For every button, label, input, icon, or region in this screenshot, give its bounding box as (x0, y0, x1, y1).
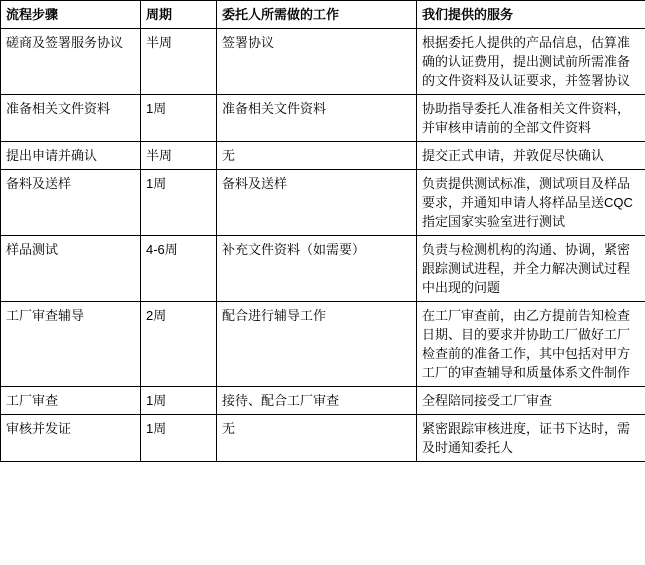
cell-client-work: 配合进行辅导工作 (217, 302, 417, 387)
cell-cycle: 1周 (141, 95, 217, 142)
column-header-cycle: 周期 (141, 1, 217, 29)
cell-step: 准备相关文件资料 (1, 95, 141, 142)
cell-client-work: 无 (217, 415, 417, 462)
cell-cycle: 2周 (141, 302, 217, 387)
cell-cycle: 半周 (141, 29, 217, 95)
column-header-our-service: 我们提供的服务 (417, 1, 645, 29)
cell-client-work: 接待、配合工厂审查 (217, 387, 417, 415)
cell-step: 提出申请并确认 (1, 142, 141, 170)
cell-step: 磋商及签署服务协议 (1, 29, 141, 95)
cell-our-service: 根据委托人提供的产品信息，估算准确的认证费用，提出测试前所需准备的文件资料及认证要求，并签署协议 (417, 29, 645, 95)
table-row (1, 302, 645, 387)
cell-our-service: 紧密跟踪审核进度，证书下达时，需及时通知委托人 (417, 415, 645, 462)
table-row (1, 415, 645, 462)
table-header-row (1, 1, 645, 29)
cell-step: 审核并发证 (1, 415, 141, 462)
cell-cycle: 半周 (141, 142, 217, 170)
table-row (1, 236, 645, 302)
cell-step: 工厂审查 (1, 387, 141, 415)
cell-client-work: 无 (217, 142, 417, 170)
column-header-client-work: 委托人所需做的工作 (217, 1, 417, 29)
cell-client-work: 签署协议 (217, 29, 417, 95)
table-row (1, 29, 645, 95)
cell-our-service: 全程陪同接受工厂审查 (417, 387, 645, 415)
cell-our-service: 协助指导委托人准备相关文件资料，并审核申请前的全部文件资料 (417, 95, 645, 142)
cell-step: 备料及送样 (1, 170, 141, 236)
cell-client-work: 准备相关文件资料 (217, 95, 417, 142)
cell-step: 工厂审查辅导 (1, 302, 141, 387)
cell-cycle: 1周 (141, 415, 217, 462)
table-row (1, 95, 645, 142)
table-row (1, 387, 645, 415)
cell-our-service: 提交正式申请，并敦促尽快确认 (417, 142, 645, 170)
cell-client-work: 补充文件资料（如需要） (217, 236, 417, 302)
cell-step: 样品测试 (1, 236, 141, 302)
cell-our-service: 负责提供测试标准，测试项目及样品要求，并通知申请人将样品呈送CQC指定国家实验室进行测试 (417, 170, 645, 236)
cell-our-service: 负责与检测机构的沟通、协调，紧密跟踪测试进程，并全力解决测试过程中出现的问题 (417, 236, 645, 302)
cell-our-service: 在工厂审查前，由乙方提前告知检查日期、目的要求并协助工厂做好工厂检查前的准备工作，其中包括对甲方工厂的审查辅导和质量体系文件制作 (417, 302, 645, 387)
cell-client-work: 备料及送样 (217, 170, 417, 236)
cell-cycle: 1周 (141, 170, 217, 236)
table-row (1, 142, 645, 170)
table-row (1, 170, 645, 236)
cell-cycle: 4-6周 (141, 236, 217, 302)
column-header-step: 流程步骤 (1, 1, 141, 29)
cell-cycle: 1周 (141, 387, 217, 415)
